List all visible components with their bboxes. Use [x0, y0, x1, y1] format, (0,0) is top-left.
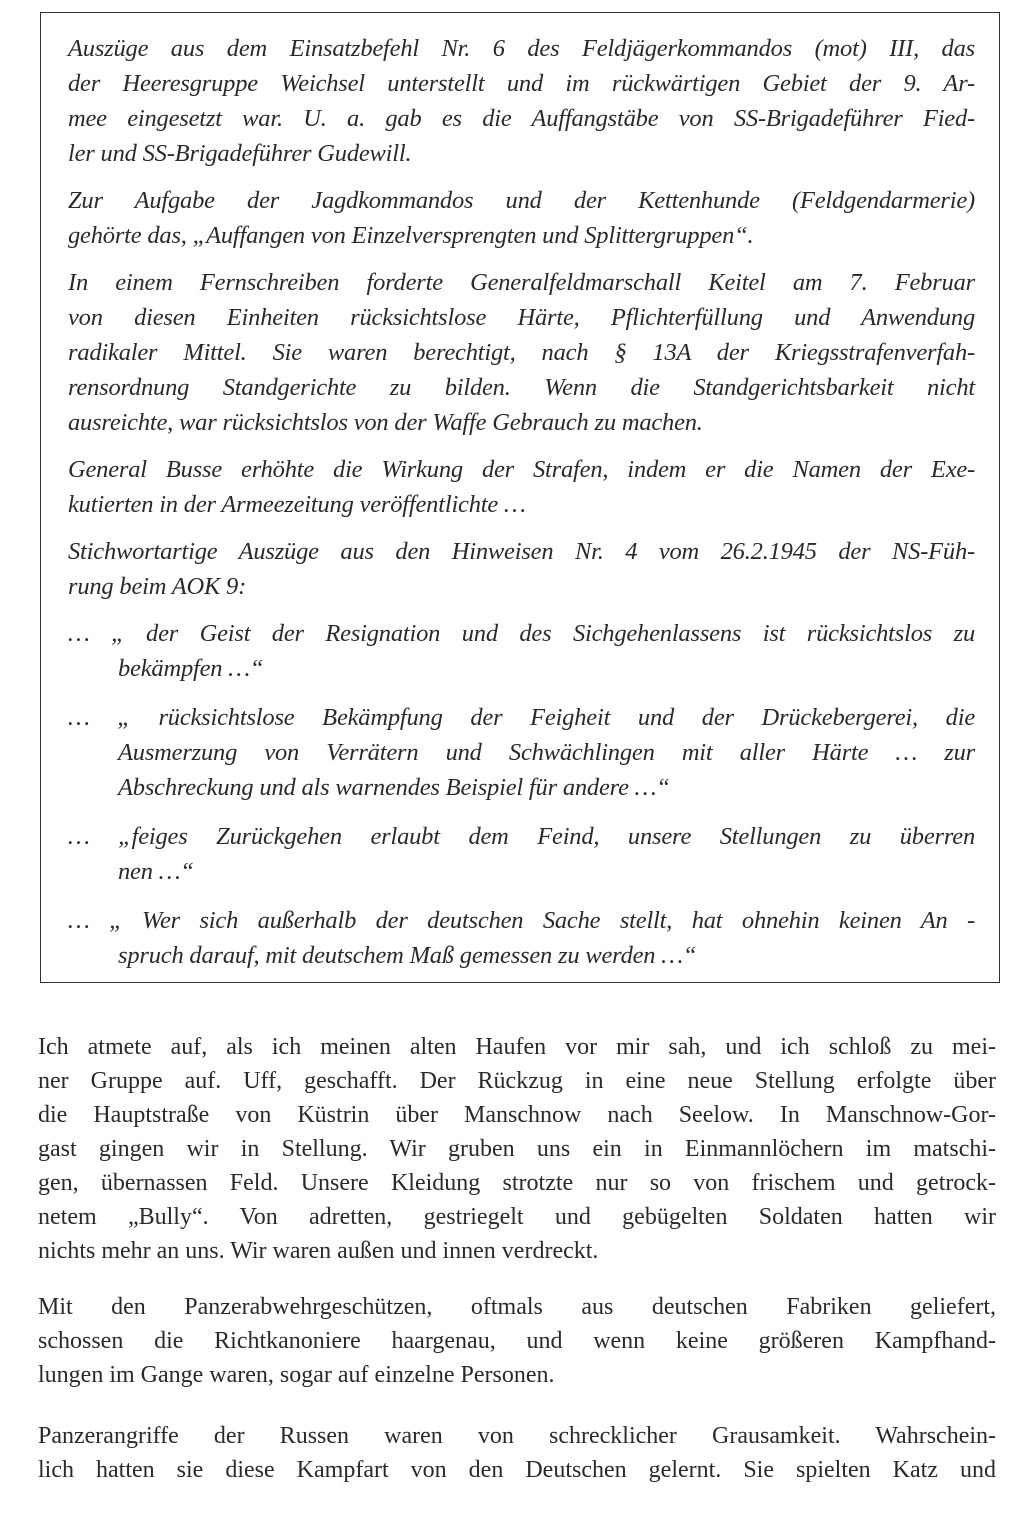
text-line: radikaler Mittel. Sie waren berechtigt, nach § 13A der Kriegsstrafenverfah- [68, 339, 975, 366]
text-line: ler und SS-Brigadeführer Gudewill. [68, 140, 412, 167]
paragraph [68, 265, 975, 440]
text-line: rensordnung Standgerichte zu bilden. Wenn die Standgerichtsbarkeit nicht [68, 374, 975, 401]
text-line: … „ der Geist der Resignation und des Sichgehenlassens ist rücksichtslos zu [68, 620, 975, 647]
quoted-excerpt-box [40, 12, 1000, 983]
text-line: lungen im Gange waren, sogar auf einzelne Personen. [38, 1362, 555, 1388]
text-line: General Busse erhöhte die Wirkung der Strafen, indem er die Namen der Exe- [68, 456, 975, 483]
paragraph [38, 1419, 996, 1487]
text-line: nen …“ [118, 858, 194, 885]
paragraph [68, 183, 975, 253]
paragraph [38, 1030, 996, 1268]
text-line: Stichwortartige Auszüge aus den Hinweisen Nr. 4 vom 26.2.1945 der NS-Füh- [68, 538, 975, 565]
text-line: ner Gruppe auf. Uff, geschafft. Der Rückzug in eine neue Stellung erfolgte über [38, 1068, 996, 1094]
paragraph [38, 1290, 996, 1392]
text-line: kutierten in der Armeezeitung veröffentlichte … [68, 491, 526, 518]
text-line: gen, übernassen Feld. Unsere Kleidung strotzte nur so von frischem und getrock- [38, 1170, 996, 1196]
text-line: Panzerangriffe der Russen waren von schrecklicher Grausamkeit. Wahrschein- [38, 1423, 996, 1449]
quote-item [68, 903, 975, 973]
text-line: Ich atmete auf, als ich meinen alten Haufen vor mir sah, und ich schloß zu mei- [38, 1034, 996, 1060]
text-line: ausreichte, war rücksichtslos von der Waffe Gebrauch zu machen. [68, 409, 703, 436]
text-line: lich hatten sie diese Kampfart von den Deutschen gelernt. Sie spielten Katz und [38, 1457, 996, 1483]
paragraph [68, 452, 975, 522]
text-line: gast gingen wir in Stellung. Wir gruben uns ein in Einmannlöchern im matschi- [38, 1136, 996, 1162]
text-line: nichts mehr an uns. Wir waren außen und innen verdreckt. [38, 1238, 599, 1264]
text-line: schossen die Richtkanoniere haargenau, und wenn keine größeren Kampfhand- [38, 1328, 996, 1354]
text-line: In einem Fernschreiben forderte Generalfeldmarschall Keitel am 7. Februar [68, 269, 975, 296]
text-line: rung beim AOK 9: [68, 573, 247, 600]
paragraph [68, 534, 975, 604]
text-line: bekämpfen …“ [118, 655, 264, 682]
quote-item [68, 819, 975, 889]
text-line: netem „Bully“. Von adretten, gestriegelt und gebügelten Soldaten hatten wir [38, 1204, 996, 1230]
text-line: … „ rücksichtslose Bekämpfung der Feigheit und der Drückebergerei, die [68, 704, 975, 731]
quote-item [68, 700, 975, 805]
text-line: spruch darauf, mit deutschem Maß gemessen zu werden …“ [118, 942, 697, 969]
text-line: … „ Wer sich außerhalb der deutschen Sache stellt, hat ohnehin keinen An - [68, 907, 975, 934]
text-line: Ausmerzung von Verrätern und Schwächlingen mit aller Härte … zur [118, 739, 975, 766]
main-body-text [38, 1030, 996, 1514]
text-line: mee eingesetzt war. U. a. gab es die Auffangstäbe von SS-Brigadeführer Fied- [68, 105, 975, 132]
text-line: Mit den Panzerabwehrgeschützen, oftmals aus deutschen Fabriken geliefert, [38, 1294, 996, 1320]
text-line: der Heeresgruppe Weichsel unterstellt und im rückwärtigen Gebiet der 9. Ar- [68, 70, 975, 97]
text-line: … „feiges Zurückgehen erlaubt dem Feind, unsere Stellungen zu überren [68, 823, 975, 850]
text-line: die Hauptstraße von Küstrin über Manschnow nach Seelow. In Manschnow-Gor- [38, 1102, 996, 1128]
paragraph [68, 31, 975, 171]
text-line: gehörte das, „Auffangen von Einzelversprengten und Splittergruppen“. [68, 222, 754, 249]
text-line: Abschreckung und als warnendes Beispiel für andere …“ [118, 774, 670, 801]
text-line: von diesen Einheiten rücksichtslose Härte, Pflichterfüllung und Anwendung [68, 304, 975, 331]
text-line: Auszüge aus dem Einsatzbefehl Nr. 6 des Feldjägerkommandos (mot) III, das [68, 35, 975, 62]
quote-item [68, 616, 975, 686]
text-line: Zur Aufgabe der Jagdkommandos und der Kettenhunde (Feldgendarmerie) [68, 187, 975, 214]
